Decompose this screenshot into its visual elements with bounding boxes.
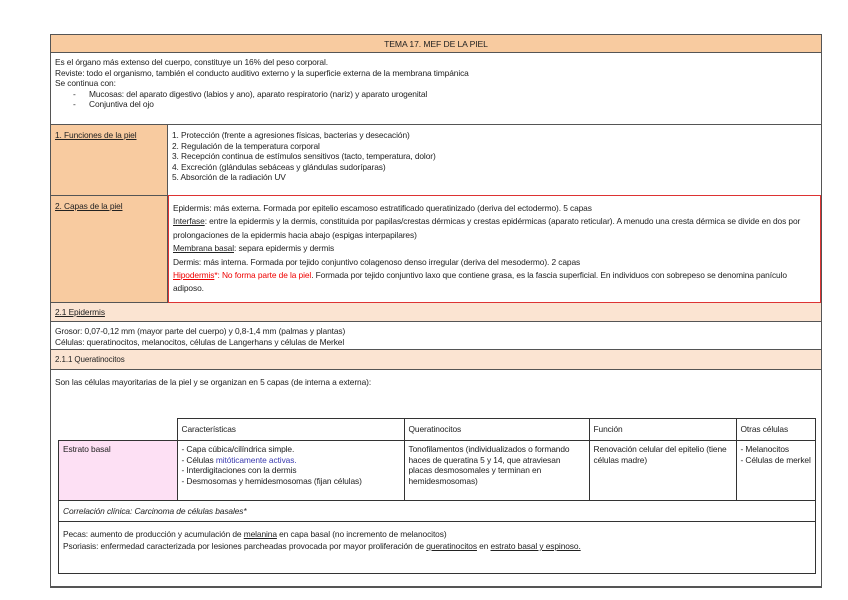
row-funcion: Renovación celular del epitelio (tiene células madre) [589, 441, 736, 501]
clinica-notes [59, 522, 816, 574]
funcion-item: 4. Excreción (glándulas sebáceas y glándulas sudoríparas) [172, 161, 386, 172]
hipodermis-term: Hipodermis [173, 270, 215, 281]
intro-line: Se continua con: [55, 78, 116, 88]
queratinocitos-intro: Son las células mayoritarias de la piel y se organizan en 5 capas (de interna a externa): [55, 377, 372, 387]
header-funcion: Función [589, 419, 736, 441]
epidermis-heading [50, 303, 822, 322]
queratinocitos-heading: 2.1.1 Queratinocitos [50, 350, 822, 370]
epidermis-section [50, 322, 822, 350]
caracteristica-highlight: mitóticamente activas. [215, 454, 297, 465]
caracteristica: - Células [181, 454, 216, 465]
clinica-row [59, 522, 816, 574]
correlacion-row [59, 501, 816, 522]
intro-line: Reviste: todo el organismo, también el conducto auditivo externo y la superficie externa de la membrana timpánica [55, 67, 469, 78]
epidermis-line: Células: queratinocitos, melanocitos, células de Langerhans y células de Merkel [55, 336, 345, 347]
funcion-item: 1. Protección (frente a agresiones físicas, bacterias y desecación) [172, 130, 410, 140]
header-otras: Otras células [736, 419, 816, 441]
psoriasis-text: Psoriasis: enfermedad caracterizada por lesiones parcheadas provocada por mayor proliferación de [63, 541, 427, 551]
membrana-term: Membrana basal [173, 243, 234, 254]
intro-bullet: - Mucosas: del aparato digestivo (labios y ano), aparato respiratorio (nariz) y aparato urogenital [89, 89, 817, 100]
capas-section [50, 196, 822, 303]
intro-line: Es el órgano más extenso del cuerpo, constituye un 16% del peso corporal. [55, 57, 328, 67]
funcion-item: 3. Recepción continua de estímulos sensitivos (tacto, temperatura, dolor) [172, 151, 436, 161]
otra-celula: - Células de merkel [740, 454, 811, 465]
funcion-item: 2. Regulación de la temperatura corporal [172, 140, 320, 151]
pecas-text: en capa basal (no incremento de melanocitos) [276, 529, 447, 539]
capas-table [58, 418, 816, 574]
row-otras [736, 441, 816, 501]
otra-celula: - Melanocitos [740, 444, 790, 454]
hipodermis-note: *: No forma parte de la piel [214, 270, 312, 281]
epidermis-heading-text: 2.1 Epidermis [55, 307, 105, 317]
table-row [59, 441, 816, 501]
funciones-heading-text: 1. Funciones de la piel [55, 130, 137, 140]
psoriasis-term: estrato basal y espinoso. [490, 541, 581, 551]
hipodermis-desc: . Formada por tejido conjuntivo laxo que contiene grasa, es la fascia superficial. En individuos con sobrepeso se denomina panículo adiposo. [173, 270, 787, 294]
epidermis-line: Grosor: 0,07-0,12 mm (mayor parte del cuerpo) y 0,8-1,4 mm (palmas y plantas) [55, 326, 346, 336]
psoriasis-text: en [476, 541, 491, 551]
caracteristica: - Interdigitaciones con la dermis [181, 465, 297, 475]
header-caracteristicas: Características [177, 419, 404, 441]
caracteristica: - Capa cúbica/cilíndrica simple. [181, 444, 295, 454]
intro-bullets [55, 89, 817, 110]
funciones-section [50, 125, 822, 196]
interfase-desc: : entre la epidermis y la dermis, constituida por papilas/crestas dérmicas y crestas epidérmicas (aparato reticular). A menudo una cresta dérmica se divide en dos por prolongaciones de la epidermis hacia abajo (espigas interpapilares) [173, 216, 801, 240]
row-name: Estrato basal [59, 441, 178, 501]
row-caracteristicas [177, 441, 404, 501]
header-queratinocitos: Queratinocitos [404, 419, 589, 441]
correlacion-clinica: Correlación clínica: Carcinoma de células basales* [59, 501, 816, 522]
row-queratinocitos: Tonofilamentos (individualizados o formando haces de queratina 5 y 14, que atraviesan placas desmosomales y terminan en hemidesmosomas) [404, 441, 589, 501]
pecas-text: Pecas: aumento de producción y acumulación de [63, 529, 244, 539]
capas-heading-text: 2. Capas de la piel [55, 201, 123, 211]
psoriasis-term: queratinocitos [426, 541, 477, 551]
interfase-term: Interfase [173, 216, 205, 227]
membrana-desc: : separa epidermis y dermis [233, 243, 335, 254]
pecas-term: melanina [243, 529, 277, 539]
intro-bullet: - Conjuntiva del ojo [89, 99, 817, 110]
funciones-heading [51, 125, 168, 195]
intro-section [50, 53, 822, 125]
epidermis-desc: Epidermis: más externa. Formada por epitelio escamoso estratificado queratinizado (deriva del ectodermo). 5 capas [173, 203, 592, 213]
capas-heading [51, 196, 168, 302]
funcion-item: 5. Absorción de la radiación UV [172, 172, 286, 182]
table-header [59, 419, 816, 441]
dermis-desc: Dermis: más interna. Formada por tejido conjuntivo colagenoso denso irregular (deriva del mesodermo). 2 capas [173, 256, 581, 267]
header-empty [59, 419, 178, 441]
caracteristica: - Desmosomas y hemidesmosomas (fijan células) [181, 475, 362, 486]
page-title: TEMA 17. MEF DE LA PIEL [50, 34, 822, 53]
